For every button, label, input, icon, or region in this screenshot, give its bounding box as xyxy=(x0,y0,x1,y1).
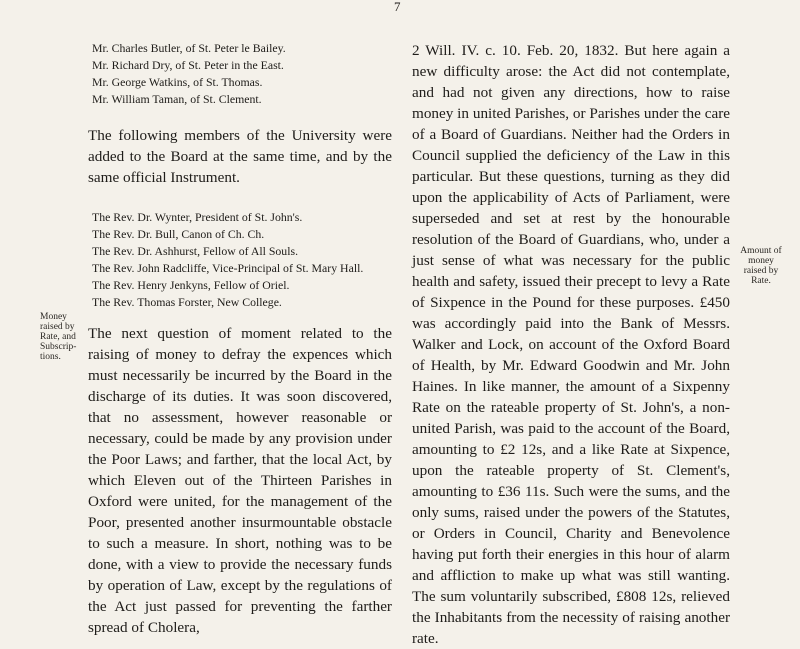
left-column xyxy=(88,40,392,638)
list-item: The Rev. John Radcliffe, Vice-Principal of St. Mary Hall. xyxy=(92,261,364,275)
margin-note-right xyxy=(733,246,789,286)
list-item: The Rev. Henry Jenkyns, Fellow of Oriel. xyxy=(92,278,290,292)
right-column xyxy=(412,40,730,649)
margin-note-line: Money xyxy=(40,312,67,322)
rate-paragraph: 2 Will. IV. c. 10. Feb. 20, 1832. But here again a new difficulty arose: the Act did not contemplate, and had not given any directions, how to raise money in united Parishes, or Parishes under the care of a Board of Guardians. Neither had the Orders in Council supplied the deficiency of the Law in this particular. But these questions, turning as they did upon the applicability of Acts of Parliament, were superseded and set at rest by the honourable resolution of the Board of Guardians, who, under a just sense of what was necessary for the public health and safety, issued their precept to levy a Rate of Sixpence in the Pound for these purposes. £450 was accordingly paid into the Bank of Messrs. Walker and Lock, on account of the Oxford Board of Health, by Mr. Edward Goodwin and Mr. John Haines. In like manner, the amount of a Sixpenny Rate on the rateable property of St. John's, a non-united Parish, was paid to the account of the Board, amounting to £2 12s, and a like Rate at Sixpence, upon the rateable property of St. Clement's, amounting to £36 11s. Such were the sums, and the only sums, raised under the powers of the Statutes, or Orders in Council, Charity and Benevolence having put forth their energies in this hour of alarm and affliction to make up what was still wanting. The sum voluntarily subscribed, £808 12s, relieved the Inhabitants from the necessity of raising another rate. xyxy=(412,42,730,647)
subscribers-list xyxy=(88,40,392,108)
university-members-list xyxy=(88,209,392,311)
margin-note-line: Subscrip- xyxy=(40,342,77,352)
list-item: The Rev. Thomas Forster, New College. xyxy=(92,295,282,309)
list-item: Mr. George Watkins, of St. Thomas. xyxy=(92,75,263,89)
margin-note-line: raised by xyxy=(743,266,779,276)
margin-note-line: Amount of xyxy=(740,246,782,256)
question-paragraph: The next question of moment related to the raising of money to defray the expences which must necessarily be incurred by the Board in the discharge of its duties. It was soon discovered, that no assessment, however reasonable or necessary, could be made by any provision under the Poor Laws; and farther, that the local Act, by which Eleven out of the Thirteen Parishes in Oxford were united, for the management of the Poor, presented another insurmountable obstacle to such a measure. In short, nothing was to be done, with a view to provide the necessary funds by operation of Law, except by the regulations of the Act just passed for preventing the farther spread of Cholera, xyxy=(88,325,392,636)
list-item: The Rev. Dr. Wynter, President of St. John's. xyxy=(92,210,303,224)
margin-note-left xyxy=(40,312,82,362)
margin-note-line: money xyxy=(748,256,774,266)
members-paragraph: The following members of the University were added to the Board at the same time, and by the same official Instrument. xyxy=(88,127,392,186)
margin-note-line: tions. xyxy=(40,352,61,362)
list-item: Mr. Charles Butler, of St. Peter le Bailey. xyxy=(92,41,286,55)
list-item: Mr. Richard Dry, of St. Peter in the East. xyxy=(92,58,284,72)
margin-note-line: Rate, and xyxy=(40,332,76,342)
margin-note-line: Rate. xyxy=(751,276,771,286)
page-number: 7 xyxy=(394,0,401,14)
list-item: Mr. William Taman, of St. Clement. xyxy=(92,92,262,106)
list-item: The Rev. Dr. Bull, Canon of Ch. Ch. xyxy=(92,227,265,241)
margin-note-line: raised by xyxy=(40,322,75,332)
list-item: The Rev. Dr. Ashhurst, Fellow of All Souls. xyxy=(92,244,299,258)
